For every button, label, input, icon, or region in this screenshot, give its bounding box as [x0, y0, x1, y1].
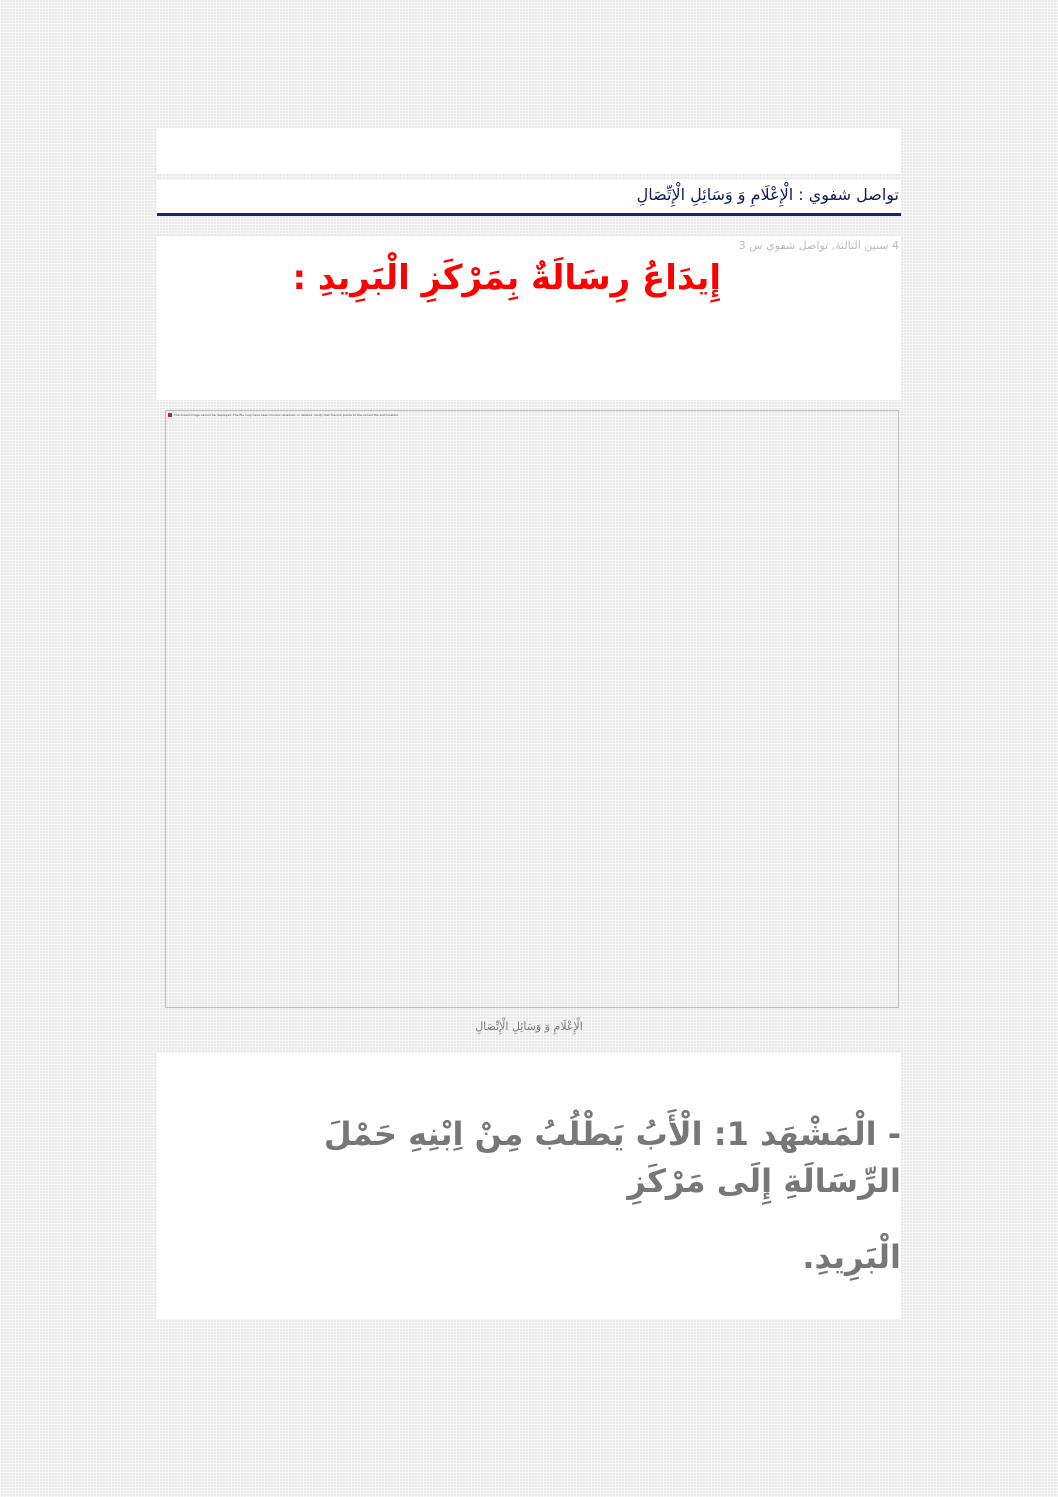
broken-image-icon — [168, 413, 172, 417]
image-caption: الْإِعْلَامِ وَ وَسَائِلِ الْإِتِّصَالِ — [475, 1020, 583, 1033]
breadcrumb[interactable]: 4 سنين الثالثة, تواصل شفوي س 3 — [738, 239, 899, 252]
broken-image-text: The linked image cannot be displayed. The file may have been moved, renamed, or deleted. Verify that the link points to the correct file and location. — [174, 413, 400, 417]
header-band — [157, 180, 901, 214]
scene-text-line-1: - الْمَشْهَد 1: الْأَبُ يَطْلُبُ مِنْ اِبْنِهِ حَمْلَ الرِّسَالَةِ إِلَى مَرْكَزِ — [323, 1115, 901, 1200]
broken-image-message — [168, 413, 399, 417]
page-header-title: تواصل شفوي : الْإِعْلَامِ وَ وَسَائِلِ الْإِتِّصَالِ — [636, 185, 899, 204]
broken-image-frame — [165, 410, 899, 1008]
top-spacer — [157, 128, 901, 174]
title-section — [157, 236, 901, 400]
header-divider — [157, 213, 901, 216]
scene-section — [157, 1053, 901, 1319]
page-title: إِيدَاعُ رِسَالَةٌ بِمَرْكَزِ الْبَرِيدِ : — [292, 258, 721, 298]
scene-text-line-2: الْبَرِيدِ. — [802, 1238, 901, 1276]
